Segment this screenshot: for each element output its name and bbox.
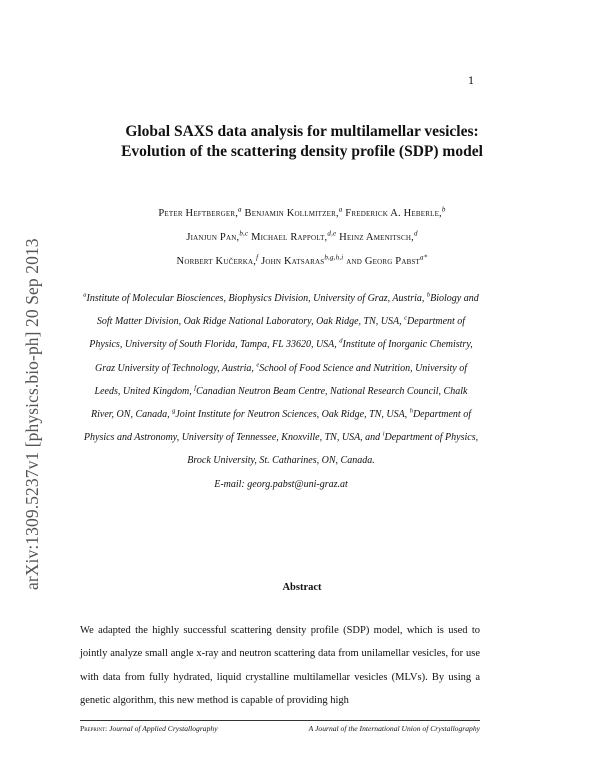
affil-mark: g — [172, 407, 176, 415]
affil-mark: d — [339, 338, 343, 346]
affil-mark: b — [426, 291, 431, 299]
affil-text: of Food Science and Nutrition, University of Leeds, United Kingdom, — [94, 362, 468, 397]
author-name: Frederick A. Heberle, — [342, 208, 442, 219]
affil-mark: a — [83, 291, 87, 299]
footer-preprint-label: Preprint: — [80, 724, 108, 733]
author-affil-mark: d — [413, 229, 418, 238]
author-name: Jianjun Pan, — [186, 232, 240, 243]
affil-text: Department of Physics, University of South Florida, Tampa, FL 33620, USA, — [89, 316, 466, 351]
page-number: 1 — [468, 76, 475, 87]
affiliations — [82, 287, 480, 496]
footer-right: A Journal of the International Union of Crystallography — [308, 724, 480, 733]
author-affil-mark: a — [338, 205, 343, 214]
affil-mark: h — [409, 407, 413, 415]
affil-text: Institute of Inorganic Chemistry, Graz University of Technology, Austria, — [94, 339, 473, 374]
affil-text: Department of — [384, 432, 443, 444]
title-line-1: Global SAXS data analysis for multilamellar vesicles: — [125, 123, 479, 140]
abstract-text: We adapted the highly successful scattering density profile (SDP) model, which is used to jointly analyze small angle x-ray and neutron scattering data from unilamellar vesicles, for use with data from fully hydrated, liquid crystalline multilamellar vesicles (MLVs). By using a genetic algorithm, this new method is capable of providing high — [80, 625, 480, 706]
author-affil-mark: f — [256, 253, 259, 262]
author-affil-mark: b,c — [239, 229, 249, 238]
affil-text: Neutron Beam Centre, National Research Council, Chalk River, ON, Canada, — [91, 385, 468, 421]
affil-mark: e — [256, 361, 260, 369]
footer-rule — [80, 720, 480, 721]
affil-text: USA, — [380, 316, 405, 328]
affil-text: Joint — [175, 409, 196, 421]
author-name: Norbert Kučerka, — [176, 256, 257, 267]
affil-text: Institute of Molecular Biosciences, Biophysics Division, University of Graz, Austria, — [86, 293, 425, 304]
affil-text: Department of Physics and — [83, 409, 471, 444]
arxiv-identifier: arXiv:1309.5237v1 [physics.bio-ph] 20 Sep 2013 — [22, 238, 42, 590]
affil-mark: i — [382, 430, 385, 438]
affil-text: Institute for Neutron Sciences, Oak Ridge, TN, USA, — [197, 409, 410, 421]
title-line-2: Evolution of the scattering density profile (SDP) model — [121, 143, 483, 160]
affil-text: School — [259, 362, 287, 374]
author-affil-mark: d,e — [327, 229, 337, 238]
author-affil-mark: a — [238, 205, 242, 214]
abstract-heading: Abstract — [282, 582, 322, 593]
author-line-3 — [60, 250, 544, 274]
affil-text: Physics, Brock University, St. Catharines, ON, Canada. — [187, 432, 479, 467]
affil-text: Astronomy, University of Tennessee, Knoxville, TN, USA, and — [134, 432, 383, 444]
author-name: John Katsaras — [258, 256, 325, 267]
author-affil-mark: a* — [420, 253, 428, 262]
author-list — [60, 202, 544, 274]
author-line-2 — [60, 226, 544, 250]
affil-mark: f — [194, 384, 197, 392]
footer-journal: Journal of Applied Crystallography — [109, 724, 218, 733]
contact-email: E-mail: georg.pabst@uni-graz.at — [214, 478, 348, 490]
footer-left — [80, 724, 218, 733]
author-name: Heinz Amenitsch, — [336, 232, 414, 243]
author-affil-mark: b,g,h,i — [324, 253, 344, 262]
author-affil-mark: b — [441, 205, 446, 214]
page-footer — [80, 724, 480, 733]
affil-text: Canadian — [196, 385, 236, 397]
author-line-1 — [60, 202, 544, 226]
author-name: and Georg Pabst — [343, 256, 421, 267]
affil-mark: c — [404, 314, 408, 322]
author-name: Michael Rappolt, — [248, 232, 328, 243]
author-name: Peter Heftberger, — [158, 208, 239, 219]
author-name: Benjamin Kollmitzer, — [241, 208, 339, 219]
affil-text: Biology and Soft Matter Division, Oak Ridge National Laboratory, Oak Ridge, TN, — [96, 293, 479, 328]
paper-title — [60, 122, 544, 162]
